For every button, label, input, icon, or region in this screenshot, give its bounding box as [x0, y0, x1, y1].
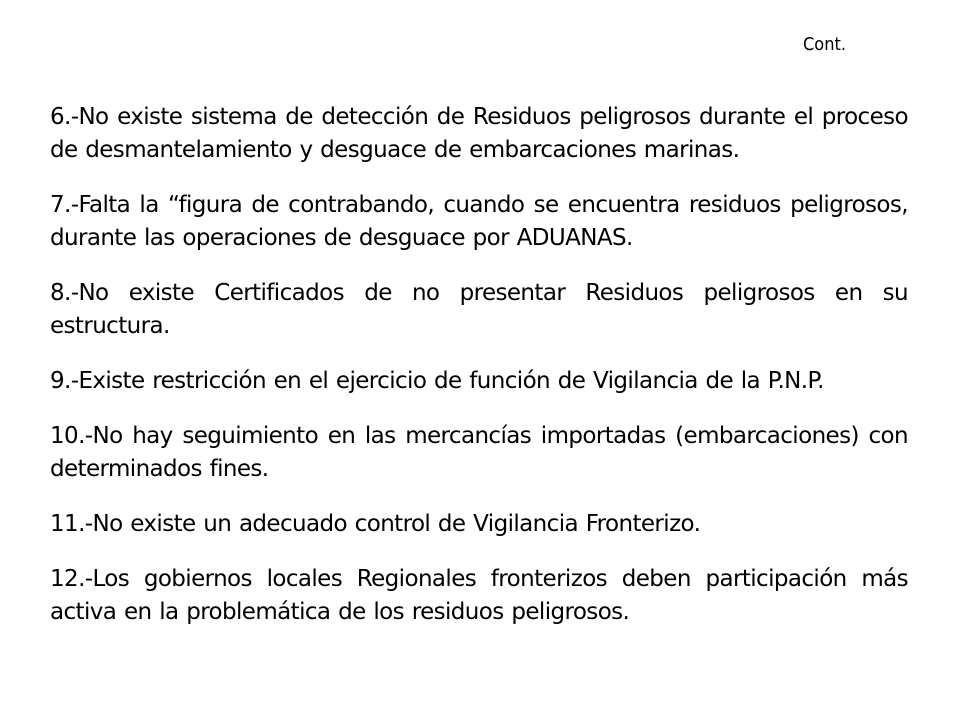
- finding-item-10: 10.-No hay seguimiento en las mercancías importadas (embarcaciones) con determinados fines.: [50, 423, 908, 482]
- continuation-label: Cont.: [803, 34, 847, 55]
- finding-item-11: 11.-No existe un adecuado control de Vigilancia Fronterizo.: [50, 511, 701, 537]
- finding-item-6: 6.-No existe sistema de detección de Residuos peligrosos durante el proceso de desmantelamiento y desguace de embarcaciones marinas.: [50, 104, 908, 163]
- finding-item-12: 12.-Los gobiernos locales Regionales fronterizos deben participación más activa en la problemática de los residuos peligrosos.: [50, 566, 908, 625]
- finding-item-9: 9.-Existe restricción en el ejercicio de función de Vigilancia de la P.N.P.: [50, 368, 824, 394]
- finding-item-8: 8.-No existe Certificados de no presentar Residuos peligrosos en su estructura.: [50, 280, 908, 339]
- finding-item-7: 7.-Falta la “figura de contrabando, cuando se encuentra residuos peligrosos, durante las operaciones de desguace por ADUANAS.: [50, 192, 908, 251]
- findings-list: [50, 101, 908, 629]
